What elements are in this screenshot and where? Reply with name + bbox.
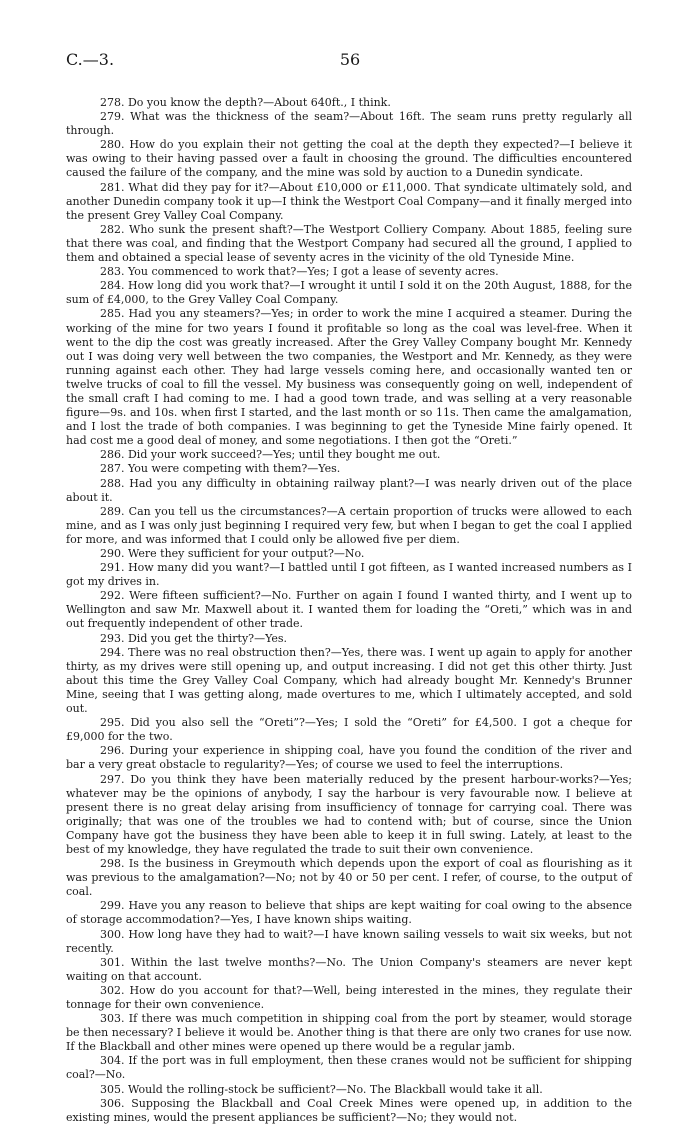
question-297: 297. Do you think they have been materially reduced by the present harbour-works?—Yes; whatever may be the opinions of anybody, I say the harbour is very favourable now. I believe at present there is no great delay arising from insufficiency of tonnage for carrying coal. There was originally; that was one of the troubles we had to contend with; but of course, since the Union Company have got the business they have been able to keep it in full swing. Lately, at least to the best of my knowledge, they have regulated the trade to suit their own convenience. (66, 772, 632, 856)
question-287: 287. You were competing with them?—Yes. (100, 462, 341, 476)
question-305: 305. Would the rolling-stock be sufficient?—No. The Blackball would take it all. (100, 1082, 543, 1096)
question-303: 303. If there was much competition in shipping coal from the port by steamer, would storage be then necessary? I believe it would be. Another thing is that there are only two cranes for use now. If the Blackball and other mines were opened up there would be a regular jamb. (66, 1012, 632, 1054)
question-291: 291. How many did you want?—I battled until I got fifteen, as I wanted increased numbers as I got my drives in. (66, 561, 632, 589)
evidence-text (66, 96, 632, 1125)
question-288: 288. Had you any difficulty in obtaining railway plant?—I was nearly driven out of the place about it. (66, 476, 632, 504)
question-278: 278. Do you know the depth?—About 640ft., I think. (100, 96, 391, 109)
document-reference: C.—3. (66, 50, 115, 69)
question-286: 286. Did your work succeed?—Yes; until they bought me out. (100, 448, 441, 462)
question-283: 283. You commenced to work that?—Yes; I got a lease of seventy acres. (100, 265, 499, 279)
question-302: 302. How do you account for that?—Well, being interested in the mines, they regulate their tonnage for their own convenience. (66, 983, 632, 1011)
question-304: 304. If the port was in full employment, then these cranes would not be sufficient for shipping coal?—No. (66, 1054, 632, 1082)
question-301: 301. Within the last twelve months?—No. The Union Company's steamers are never kept waiting on that account. (66, 955, 632, 983)
question-290: 290. Were they sufficient for your output?—No. (100, 547, 365, 560)
question-285: 285. Had you any steamers?—Yes; in order to work the mine I acquired a steamer. During the working of the mine for two years I found it profitable so long as the coal was level-free. When it went to the dip the cost was greatly increased. After the Grey Valley Company bought Mr. Kennedy out I was doing very well between the two companies, the Westport and Mr. Kennedy, as they were running against each other. They had large vessels coming here, and occasionally wanted ten or twelve trucks of coal to fill the vessel. My business was consequently going on well, independent of the small craft I had coming to me. I had a good town trade, and was selling at a very reasonable figure—9s. and 10s. when first I started, and the last month or so 11s. Then came the amalgamation, and I lost the trade of both companies. I was beginning to get the Tyneside Mine fairly opened. It had cost me a good deal of money, and some negotiations. I then got the “Oreti.” (66, 307, 632, 448)
question-296: 296. During your experience in shipping coal, have you found the condition of the river and bar a very great obstacle to regularity?—Yes; of course we used to feel the interruptions. (66, 744, 632, 772)
question-282: 282. Who sunk the present shaft?—The Westport Colliery Company. About 1885, feeling sure that there was coal, and finding that the Westport Company had secured all the ground, I applied to them and obtained a special lease of seventy acres in the vicinity of the old Tyneside Mine. (66, 222, 632, 265)
question-300: 300. How long have they had to wait?—I have known sailing vessels to wait six weeks, but not recently. (66, 927, 632, 955)
question-298: 298. Is the business in Greymouth which depends upon the export of coal as flourishing as it was previous to the amalgamation?—No; not by 40 or 50 per cent. I refer, of course, to the output of coal. (66, 857, 632, 899)
page-number: 56 (339, 50, 361, 69)
question-279: 279. What was the thickness of the seam?—About 16ft. The seam runs pretty regularly all through. (66, 110, 632, 138)
question-292: 292. Were fifteen sufficient?—No. Further on again I found I wanted thirty, and I went up to Wellington and saw Mr. Maxwell about it. I wanted them for loading the “Oreti,” which was in and out frequently independent of other trade. (66, 589, 632, 631)
question-295: 295. Did you also sell the “Oreti”?—Yes; I sold the “Oreti” for £4,500. I got a cheque for £9,000 for the two. (66, 716, 632, 744)
question-299: 299. Have you any reason to believe that ships are kept waiting for coal owing to the absence of storage accommodation?—Yes, I have known ships waiting. (66, 899, 632, 927)
question-294: 294. There was no real obstruction then?—Yes, there was. I went up again to apply for another thirty, as my drives were still opening up, and output increasing. I did not get this other thirty. Just about this time the Grey Valley Coal Company, which had already bought Mr. Kennedy's Brunner Mine, seeing that I was getting along, made overtures to me, which I ultimately accepted, and sold out. (66, 645, 632, 716)
question-284: 284. How long did you work that?—I wrought it until I sold it on the 20th August, 1888, for the sum of £4,000, to the Grey Valley Coal Company. (66, 279, 632, 307)
question-280: 280. How do you explain their not getting the coal at the depth they expected?—I believe it was owing to their having passed over a fault in choosing the ground. The difficulties encountered caused the failure of the company, and the mine was sold by auction to a Dunedin syndicate. (66, 138, 632, 180)
question-289: 289. Can you tell us the circumstances?—A certain proportion of trucks were allowed to each mine, and as I was only just beginning I required very few, but when I began to get the coal I applied for more, and was informed that I could only be allowed five per diem. (66, 504, 632, 546)
question-281: 281. What did they pay for it?—About £10,000 or £11,000. That syndicate ultimately sold, and another Dunedin company took it up—I think the Westport Coal Company—and it finally merged into the present Grey Valley Coal Company. (66, 180, 632, 222)
question-293: 293. Did you get the thirty?—Yes. (100, 631, 288, 645)
question-306: 306. Supposing the Blackball and Coal Creek Mines were opened up, in addition to the existing mines, would the present appliances be sufficient?—No; they would not. (66, 1096, 632, 1124)
